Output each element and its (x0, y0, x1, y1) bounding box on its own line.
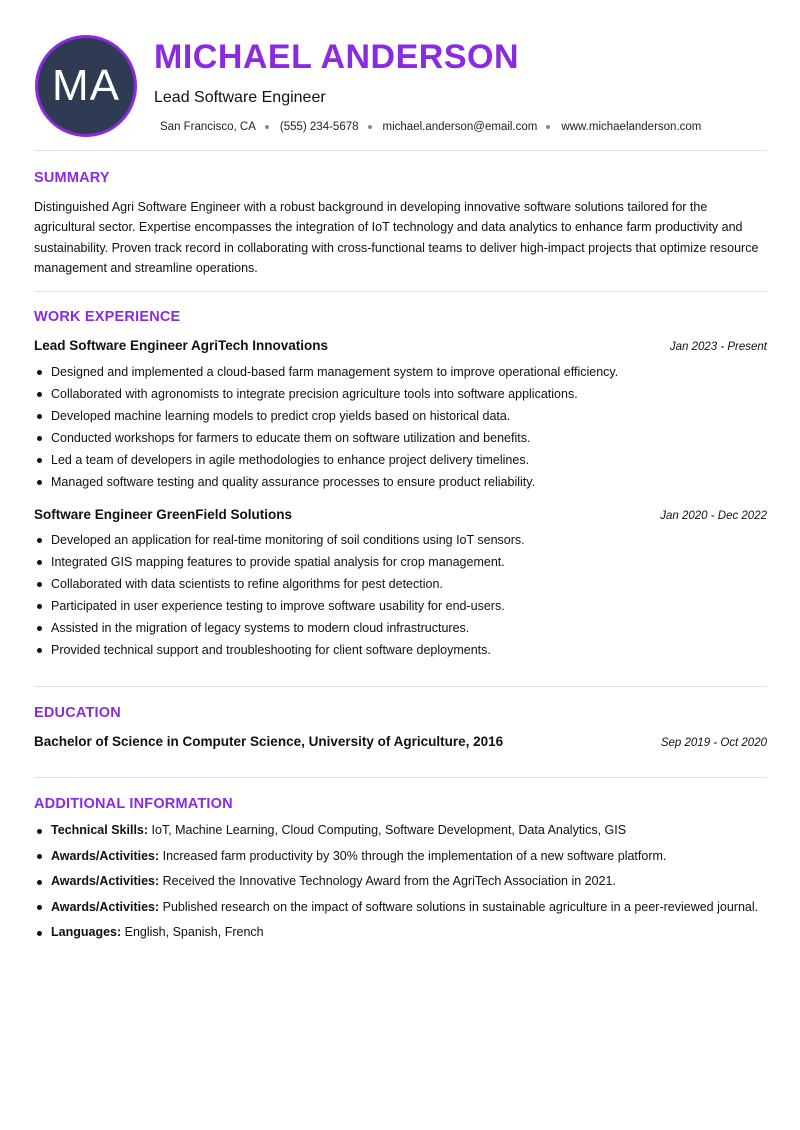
item-label: Languages: (51, 925, 122, 939)
avatar-initials: MA (52, 61, 120, 110)
item-text: English, Spanish, French (124, 925, 264, 939)
item-label: Awards/Activities: (51, 874, 160, 888)
candidate-name: MICHAEL ANDERSON (154, 38, 520, 76)
list-item (34, 821, 767, 841)
list-item (34, 923, 767, 943)
resume-header (0, 0, 800, 150)
list-item: Provided technical support and troubleshooting for client software deployments. (34, 639, 767, 661)
separator-dot-icon (265, 125, 269, 129)
item-text: IoT, Machine Learning, Cloud Computing, Software Development, Data Analytics, GIS (151, 823, 627, 837)
job-bullets (34, 361, 767, 493)
education-dates: Sep 2019 - Oct 2020 (660, 737, 767, 749)
contact-website[interactable]: www.michaelanderson.com (561, 121, 702, 133)
additional-info-list (34, 821, 767, 949)
job-header (34, 507, 767, 522)
list-item: Designed and implemented a cloud-based farm management system to improve operational efficiency. (34, 361, 767, 383)
additional-info-heading: ADDITIONAL INFORMATION (34, 796, 233, 812)
list-item: Conducted workshops for farmers to educate them on software utilization and benefits. (34, 427, 767, 449)
list-item: Collaborated with agronomists to integrate precision agriculture tools into software applications. (34, 383, 767, 405)
list-item: Managed software testing and quality assurance processes to ensure product reliability. (34, 471, 767, 493)
job-bullets (34, 529, 767, 661)
list-item: Led a team of developers in agile methodologies to enhance project delivery timelines. (34, 449, 767, 471)
list-item (34, 898, 767, 918)
summary-text: Distinguished Agri Software Engineer with a robust background in developing innovative software solutions tailored for the agricultural sector. Expertise encompasses the integration of IoT technology and data analytics to enhance farm productivity and sustainability. Proven track record in collaborating with cross-functional teams to deliver high-impact projects that optimize resource management and streamline operations. (34, 200, 759, 275)
list-item: Assisted in the migration of legacy systems to modern cloud infrastructures. (34, 617, 767, 639)
work-experience-heading: WORK EXPERIENCE (34, 309, 181, 325)
list-item: Integrated GIS mapping features to provide spatial analysis for crop management. (34, 551, 767, 573)
item-text: Received the Innovative Technology Award from the AgriTech Association in 2021. (162, 874, 616, 888)
list-item: Developed machine learning models to predict crop yields based on historical data. (34, 405, 767, 427)
job-title: Lead Software Engineer AgriTech Innovations (34, 338, 329, 353)
item-label: Awards/Activities: (51, 899, 160, 914)
avatar (35, 35, 137, 137)
list-item: Participated in user experience testing to improve software usability for end-users. (34, 595, 767, 617)
contact-email[interactable]: michael.anderson@email.com (382, 121, 538, 133)
degree: Bachelor of Science in Computer Science, University of Agriculture, 2016 (34, 734, 504, 749)
summary-heading: SUMMARY (34, 170, 110, 186)
item-label: Awards/Activities: (51, 848, 160, 863)
separator-dot-icon (368, 125, 372, 129)
candidate-role: Lead Software Engineer (154, 89, 326, 106)
job-title: Software Engineer GreenField Solutions (34, 507, 293, 522)
education-heading: EDUCATION (34, 705, 121, 721)
contact-info (160, 121, 701, 133)
job-dates: Jan 2023 - Present (669, 341, 767, 353)
job-header (34, 338, 767, 353)
list-item: Developed an application for real-time monitoring of soil conditions using IoT sensors. (34, 529, 767, 551)
section-divider (34, 686, 767, 687)
education-entry (34, 734, 767, 749)
contact-phone: (555) 234-5678 (279, 121, 359, 133)
section-divider (34, 150, 767, 151)
section-divider (34, 777, 767, 778)
section-divider (34, 291, 767, 292)
item-label: Technical Skills: (51, 823, 149, 837)
list-item: Collaborated with data scientists to refine algorithms for pest detection. (34, 573, 767, 595)
list-item (34, 847, 767, 867)
job-dates: Jan 2020 - Dec 2022 (660, 510, 767, 522)
item-text: Increased farm productivity by 30% through the implementation of a new software platform. (162, 848, 667, 863)
contact-location: San Francisco, CA (160, 121, 256, 133)
separator-dot-icon (546, 125, 550, 129)
item-text: Published research on the impact of software solutions in sustainable agriculture in a peer-reviewed journal. (162, 899, 759, 914)
list-item (34, 872, 767, 892)
